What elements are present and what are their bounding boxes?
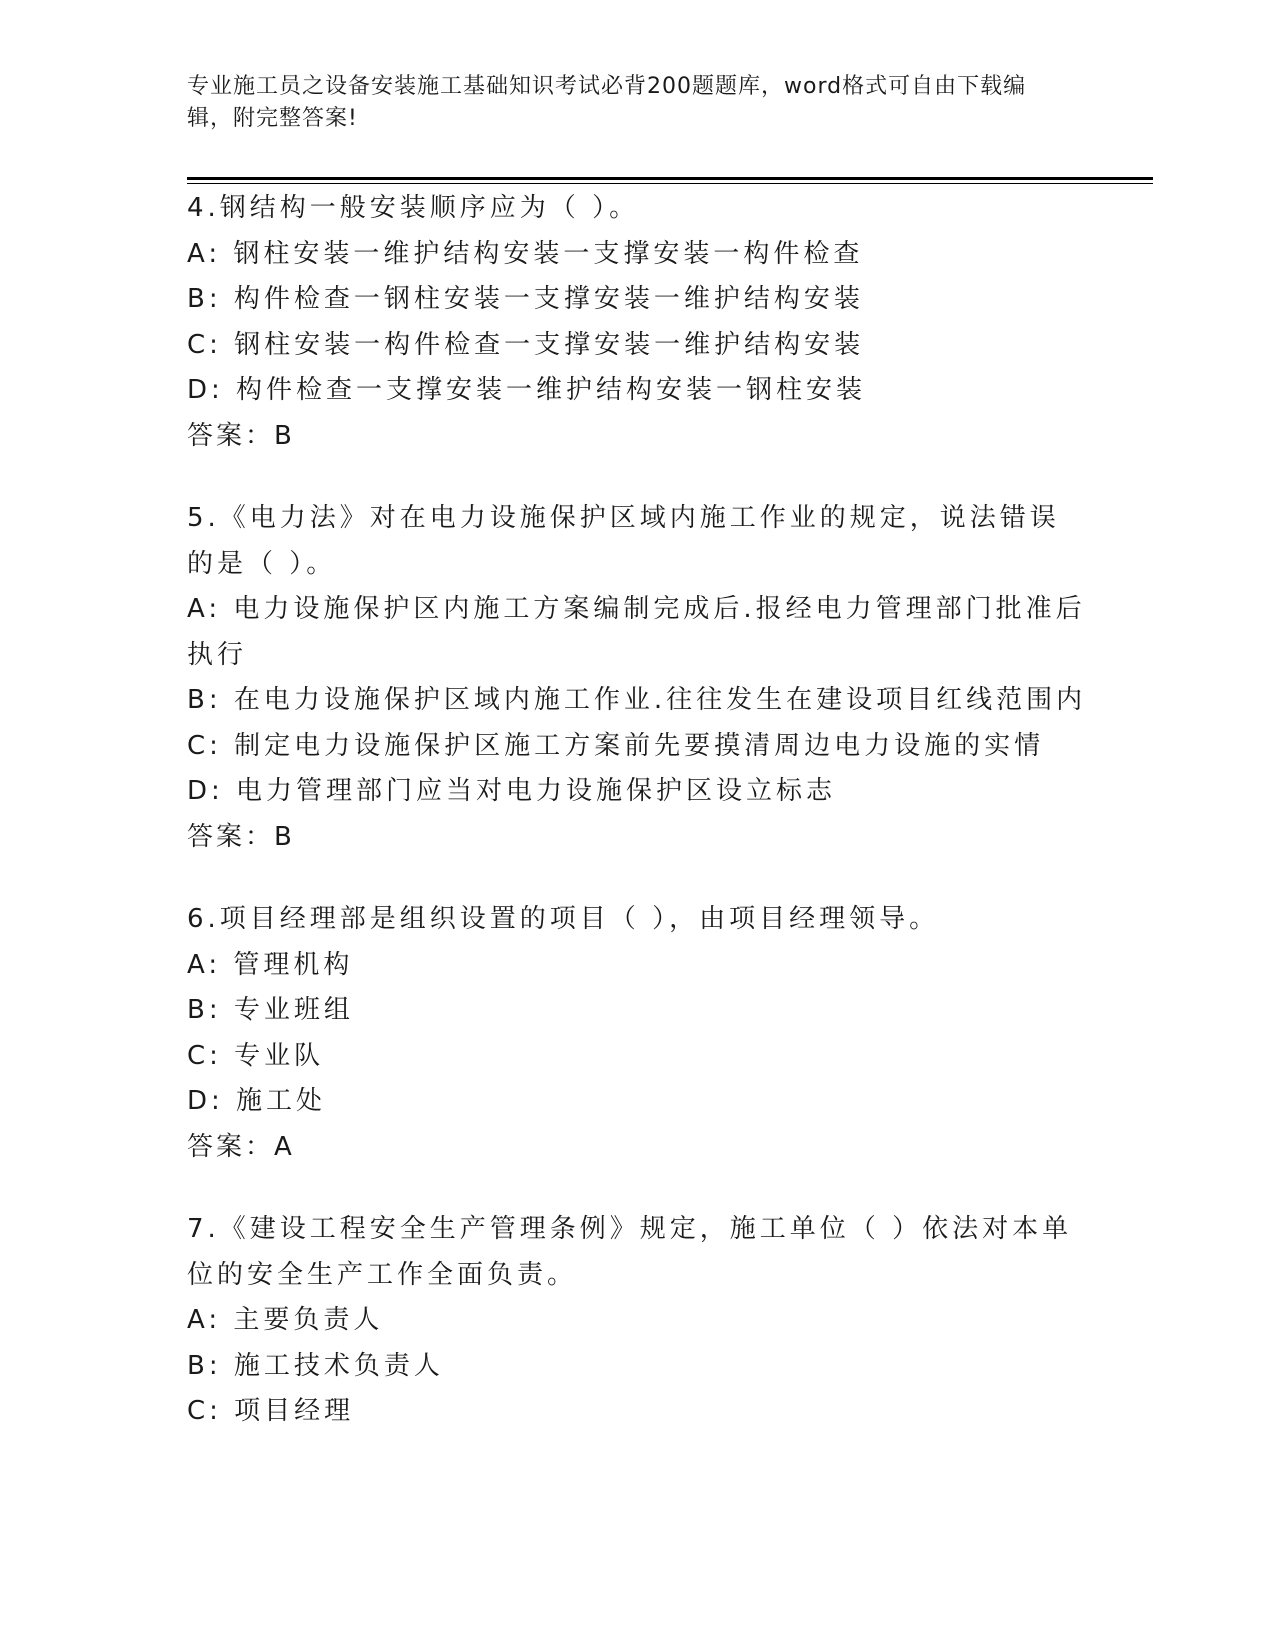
option-a: A: 电力设施保护区内施工方案编制完成后.报经电力管理部门批准后执行 (187, 594, 1086, 670)
option-c: C: 专业队 (187, 1040, 325, 1071)
header-divider-thick (187, 177, 1153, 180)
question-item (187, 186, 1087, 459)
option-b: B: 在电力设施保护区域内施工作业.往往发生在建设项目红线范围内 (187, 685, 1087, 715)
option-b: B: 专业班组 (187, 995, 354, 1025)
option-c: C: 制定电力设施保护区施工方案前先要摸清周边电力设施的实情 (187, 730, 1045, 761)
answer-label: 答案： (187, 1131, 275, 1162)
option-b: B: 施工技术负责人 (187, 1350, 444, 1381)
question-stem: 7.《建设工程安全生产管理条例》规定，施工单位（ ）依法对本单位的安全生产工作全面负责。 (187, 1214, 1073, 1290)
question-item (187, 897, 1087, 1170)
answer-line (187, 414, 1087, 460)
option-a: A: 钢柱安装一维护结构安装一支撑安装一构件检查 (187, 238, 864, 269)
answer-line (187, 1125, 1087, 1171)
answer-value: A (274, 1131, 293, 1162)
option-c: C: 钢柱安装一构件检查一支撑安装一维护结构安装 (187, 329, 865, 360)
option-d: D: 构件检查一支撑安装一维护结构安装一钢柱安装 (187, 375, 867, 405)
answer-value: B (274, 420, 293, 451)
question-stem: 6.项目经理部是组织设置的项目（ ），由项目经理领导。 (187, 904, 940, 934)
question-list (187, 186, 1087, 1472)
answer-label: 答案： (187, 821, 275, 852)
answer-value: B (274, 821, 293, 852)
option-d: D: 电力管理部门应当对电力设施保护区设立标志 (187, 776, 837, 806)
question-stem: 4.钢结构一般安装顺序应为（ ）。 (187, 193, 640, 223)
option-a: A: 主要负责人 (187, 1305, 384, 1335)
option-b: B: 构件检查一钢柱安装一支撑安装一维护结构安装 (187, 284, 864, 314)
option-c: C: 项目经理 (187, 1396, 355, 1426)
question-stem: 5.《电力法》对在电力设施保护区域内施工作业的规定，说法错误的是（ ）。 (187, 503, 1060, 579)
answer-line (187, 815, 1087, 861)
answer-label: 答案： (187, 420, 275, 451)
header-divider-thin (187, 183, 1153, 184)
question-item (187, 1207, 1087, 1435)
option-d: D: 施工处 (187, 1086, 327, 1116)
document-header (187, 71, 1067, 135)
document-title: 专业施工员之设备安装施工基础知识考试必背200题题库，word格式可自由下载编辑，附完整答案! (187, 74, 1027, 131)
option-a: A: 管理机构 (187, 949, 354, 980)
question-item (187, 496, 1087, 860)
